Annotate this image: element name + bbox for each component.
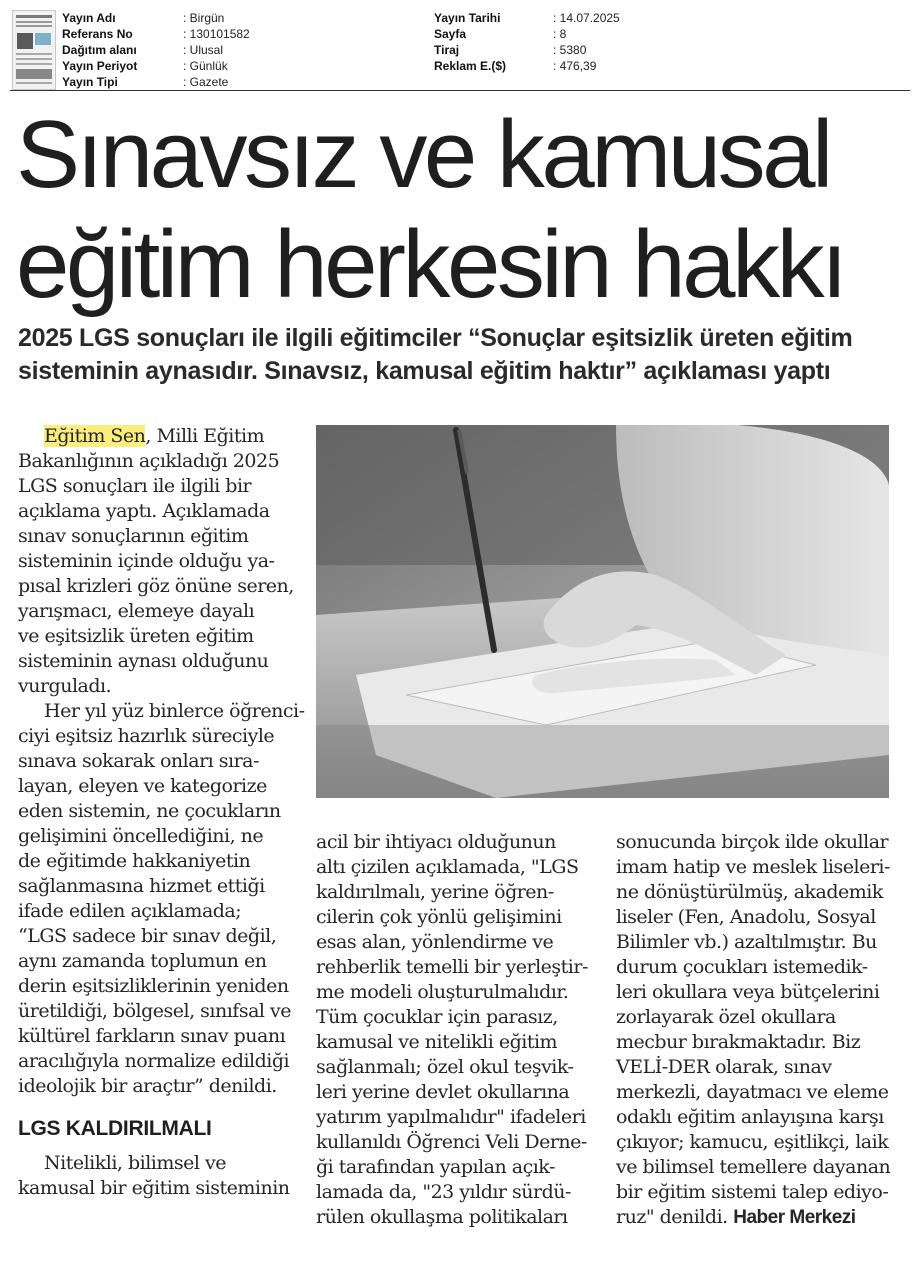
text-line-content: kamusal bir eğitim sisteminin [18,1177,290,1199]
text-line-content: , Milli Eğitim [145,425,265,447]
text-line [18,649,294,674]
text-line-content: ideolojik bir araçtır” denildi. [18,1075,277,1097]
text-line-content: aynı zamanda toplumun en [18,950,267,972]
text-line [18,899,294,924]
text-line [18,749,294,774]
text-line [18,824,294,849]
text-line [616,1155,906,1180]
text-line-content: de eğitimde hakkaniyetin [18,850,251,872]
text-line-content: pısal krizleri göz önüne seren, [18,575,294,597]
text-line-content: ifade edilen açıklamada; [18,900,242,922]
article-photo [316,425,889,798]
text-line-content: leri yerine devlet okullarına [316,1081,570,1103]
text-line-content: rülen okullaşma politikaları [316,1206,568,1228]
meta-value: : 14.07.2025 [553,11,620,25]
clipping-metadata [10,8,910,90]
text-line-content: ve eşitsizlik üreten eğitim [18,625,254,647]
text-line [316,955,600,980]
text-line-content: LGS sonuçları ile ilgili bir [18,475,252,497]
meta-value: : 5380 [553,43,587,57]
text-line [316,855,600,880]
text-line [316,1080,600,1105]
text-line [18,549,294,574]
text-line-content: lamada da, "23 yıldır sürdü- [316,1181,571,1203]
meta-label: Yayın Periyot [62,59,138,73]
text-line [616,880,906,905]
text-line [18,574,294,599]
text-line [18,874,294,899]
text-line [18,449,294,474]
text-line-content: merkezli, dayatmacı ve eleme [616,1081,889,1103]
text-line-content: sağlanmalı; özel okul teşvik- [316,1056,574,1078]
article-column-1 [18,424,305,1201]
meta-value: : 8 [553,27,567,41]
text-line [18,724,294,749]
text-line [18,974,294,999]
text-line [18,424,294,449]
text-line [316,1155,600,1180]
meta-value: : Birgün [183,11,225,25]
text-line-content: layan, eleyen ve kategorize [18,775,267,797]
text-line-content: ruz" denildi. [616,1206,728,1228]
text-line [18,799,294,824]
text-line-content: kamusal ve nitelikli eğitim [316,1031,558,1053]
text-line-content: Tüm çocuklar için parasız, [316,1006,558,1028]
article-column-2 [316,830,600,1230]
text-line-content: Nitelikli, bilimsel ve [44,1152,226,1174]
text-line-content: sağlanmasına hizmet ettiği [18,875,265,897]
text-line [18,524,294,549]
text-line [18,924,294,949]
text-line-content: kullanıldı Öğrenci Veli Derne- [316,1131,587,1153]
text-line-content: cilerin çok yönlü gelişimini [316,906,562,928]
article-column-3 [616,830,906,1230]
text-line [316,980,600,1005]
text-line [18,674,294,699]
text-line [18,949,294,974]
meta-value: : 130101582 [183,27,250,41]
text-line [18,1024,294,1049]
text-line [18,1176,294,1201]
text-line-content: leri okullara veya bütçelerini [616,981,880,1003]
meta-label: Dağıtım alanı [62,43,137,57]
text-line [316,1055,600,1080]
text-line [316,1180,600,1205]
text-line-content: Bakanlığının açıkladığı 2025 [18,450,280,472]
text-line [316,930,600,955]
text-line [616,930,906,955]
meta-label: Yayın Tipi [62,75,118,89]
article-subhead: LGS KALDIRILMALI [18,1117,212,1140]
text-line [616,1030,906,1055]
text-line [316,1030,600,1055]
text-line-content: kaldırılmalı, yerine öğren- [316,881,554,903]
text-line [616,830,906,855]
text-line [18,474,294,499]
text-line-content: çıkıyor; kamucu, eşitlikçi, laik [616,1131,889,1153]
text-line [18,599,294,624]
text-line [18,774,294,799]
meta-value: : Ulusal [183,43,224,57]
text-line [616,1130,906,1155]
text-line-content: rehberlik temelli bir yerleştir- [316,956,588,978]
text-line [616,1205,906,1230]
meta-value: : 476,39 [553,59,597,73]
text-line-content: açıklama yaptı. Açıklamada [18,500,270,522]
text-line-content: sınava sokarak onları sıra- [18,750,259,772]
text-line-content: kültürel farkların sınav puanı [18,1025,286,1047]
paragraph-2 [18,699,305,1099]
byline: Haber Merkezi [733,1207,856,1228]
text-line-content: derin eşitsizliklerinin yeniden [18,975,289,997]
text-line-content: sonucunda birçok ilde okullar [616,831,889,853]
text-line-content: vurguladı. [18,675,112,697]
text-line-content: altı çizilen açıklamada, "LGS [316,856,579,878]
text-line [616,980,906,1005]
text-line [18,999,294,1024]
text-line-content: mecbur bırakmaktadır. Biz [616,1031,861,1053]
text-line [616,1105,906,1130]
text-line [616,1005,906,1030]
newspaper-thumbnail [12,10,56,90]
text-line [616,905,906,930]
text-line [616,1180,906,1205]
text-line-content: durum çocukları istemedik- [616,956,868,978]
meta-value: : Gazete [183,75,229,89]
text-line [616,1055,906,1080]
highlighted-org-name: Eğitim Sen [44,425,146,447]
paragraph-continued [616,830,906,1230]
meta-label: Tiraj [434,43,460,57]
text-line [316,830,600,855]
meta-label: Referans No [62,27,133,41]
article-deck: 2025 LGS sonuçları ile ilgili eğitimciler “Sonuçlar eşitsizlik üreten eğitim sisteminin aynasıdır. Sınavsız, kamusal eğitim haktır” açıklaması yaptı [18,324,853,385]
text-line-content: Bilimler vb.) azaltılmıştır. Bu [616,931,877,953]
student-writing-exam-photo [316,425,889,798]
text-line-content: Her yıl yüz binlerce öğrenci- [44,700,305,722]
text-line-content: sınav sonuçlarının eğitim [18,525,249,547]
text-line [316,880,600,905]
text-line [18,1049,294,1074]
text-line-content: imam hatip ve meslek liseleri- [616,856,890,878]
text-line-content: gelişimini öncellediğini, ne [18,825,264,847]
text-line-content: liseler (Fen, Anadolu, Sosyal [616,906,876,928]
text-line [18,1074,294,1099]
meta-label: Reklam E.($) [434,59,507,73]
text-line [18,624,294,649]
text-line-content: ği tarafından yapılan açık- [316,1156,555,1178]
text-line-content: esas alan, yönlendirme ve [316,931,554,953]
text-line [18,849,294,874]
meta-label: Yayın Tarihi [434,11,501,25]
meta-label: Yayın Adı [62,11,116,25]
meta-value: : Günlük [183,59,228,73]
text-line [316,905,600,930]
text-line-content: yarışmacı, elemeye dayalı [18,600,255,622]
text-line-content: me modeli oluşturulmalıdır. [316,981,569,1003]
text-line-content: zorlayarak özel okullara [616,1006,836,1028]
paragraph-1 [18,424,294,699]
text-line-content: ne dönüştürülmüş, akademik [616,881,883,903]
text-line [316,1205,600,1230]
text-line-content: acil bir ihtiyacı olduğunun [316,831,556,853]
text-line-content: bir eğitim sistemi talep ediyo- [616,1181,889,1203]
text-line-content: ciyi eşitsiz hazırlık süreciyle [18,725,275,747]
text-line [616,855,906,880]
text-line [316,1105,600,1130]
text-line [616,1080,906,1105]
text-line-content: VELİ-DER olarak, sınav [616,1056,832,1078]
text-line-content: odaklı eğitim anlayışına karşı [616,1106,884,1128]
text-line-content: yatırım yapılmalıdır" ifadeleri [316,1106,586,1128]
text-line-content: ve bilimsel temellere dayanan [616,1156,891,1178]
meta-label: Sayfa [434,27,467,41]
text-line-content: üretildiği, bölgesel, sınıfsal ve [18,1000,291,1022]
text-line-content: “LGS sadece bir sınav değil, [18,925,277,947]
text-line [18,499,294,524]
text-line [316,1130,600,1155]
text-line-content: sisteminin aynası olduğunu [18,650,269,672]
text-line-content: eden sistemin, ne çocukların [18,800,281,822]
text-line [316,1005,600,1030]
text-line-content: sisteminin içinde olduğu ya- [18,550,275,572]
header-divider [10,90,910,91]
text-line [616,955,906,980]
article-headline: Sınavsız ve kamusal eğitim herkesin hakkı [16,101,845,318]
text-line-content: aracılığıyla normalize edildiği [18,1050,290,1072]
paragraph-3 [18,1151,294,1201]
paragraph-continued [316,830,600,1230]
text-line [18,1151,294,1176]
text-line [18,699,305,724]
